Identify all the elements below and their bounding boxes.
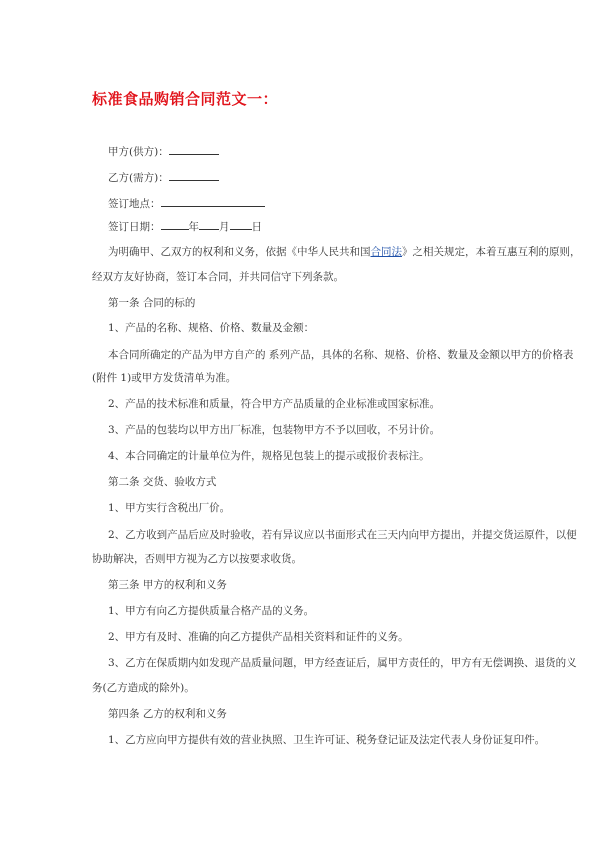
article-3-item-3-line-2: 务(乙方造成的除外)。 bbox=[92, 682, 195, 694]
article-4-item-1: 1、乙方应向甲方提供有效的营业执照、卫生许可证、税务登记证及法定代表人身份证复印件。 bbox=[108, 734, 546, 746]
article-1-text-2: (附件 1)或甲方发货清单为准。 bbox=[92, 372, 237, 384]
contract-law-link[interactable]: 合同法 bbox=[370, 246, 402, 258]
intro-line-1 bbox=[108, 246, 581, 259]
article-1-text-1: 本合同所确定的产品为甲方自产的 系列产品，具体的名称、规格、价格、数量及金额以甲方的价格表 bbox=[108, 349, 574, 361]
article-1-item-3: 3、产品的包装均以甲方出厂标准，包装物甲方不予以回收，不另计价。 bbox=[108, 424, 441, 436]
article-2-item-2-line-1: 2、乙方收到产品后应及时验收，若有异议应以书面形式在三天内向甲方提出，并提交货运原件，以便 bbox=[108, 529, 577, 541]
party-b-line bbox=[108, 171, 219, 185]
article-1-item-4: 4、本合同确定的计量单位为件，规格见包装上的提示或报价表标注。 bbox=[108, 450, 430, 462]
intro-line-2: 经双方友好协商，签订本合同，并共同信守下列条款。 bbox=[92, 271, 344, 283]
year-label: 年 bbox=[188, 221, 199, 233]
article-3-item-1: 1、甲方有向乙方提供质量合格产品的义务。 bbox=[108, 605, 315, 617]
party-b-label: 乙方(需方)： bbox=[108, 172, 169, 184]
day-blank[interactable] bbox=[230, 220, 252, 230]
party-b-blank[interactable] bbox=[169, 171, 219, 181]
month-label: 月 bbox=[219, 221, 230, 233]
sign-place-blank[interactable] bbox=[161, 197, 265, 207]
article-2-item-2-line-2: 协助解决，否则甲方视为乙方以按要求收货。 bbox=[92, 553, 302, 565]
article-3-item-2: 2、甲方有及时、准确的向乙方提供产品相关资料和证件的义务。 bbox=[108, 631, 409, 643]
party-a-line bbox=[108, 145, 219, 159]
sign-place-line bbox=[108, 197, 265, 211]
article-1-item-2: 2、产品的技术标准和质量，符合甲方产品质量的企业标准或国家标准。 bbox=[108, 398, 441, 410]
month-blank[interactable] bbox=[199, 220, 219, 230]
article-3-title: 第三条 甲方的权利和义务 bbox=[108, 579, 227, 591]
sign-date-label: 签订日期： bbox=[108, 221, 161, 233]
article-2-title: 第二条 交货、验收方式 bbox=[108, 476, 217, 488]
day-label: 日 bbox=[251, 221, 262, 233]
article-2-item-1: 1、甲方实行含税出厂价。 bbox=[108, 502, 231, 514]
intro-text-a: 为明确甲、乙双方的权利和义务，依据《中华人民共和国 bbox=[108, 246, 371, 258]
document-title: 标准食品购销合同范文一： bbox=[92, 90, 279, 108]
article-1-title: 第一条 合同的标的 bbox=[108, 297, 196, 309]
article-4-title: 第四条 乙方的权利和义务 bbox=[108, 708, 227, 720]
article-1-item-1: 1、产品的名称、规格、价格、数量及金额： bbox=[108, 322, 315, 334]
sign-place-label: 签订地点： bbox=[108, 198, 161, 210]
intro-text-b: 》之相关规定，本着互惠互利的原则， bbox=[402, 246, 581, 258]
year-blank[interactable] bbox=[161, 220, 189, 230]
article-3-item-3-line-1: 3、乙方在保质期内如发现产品质量问题，甲方经查证后，属甲方责任的，甲方有无偿调换、退货的义 bbox=[108, 657, 577, 669]
party-a-blank[interactable] bbox=[169, 145, 219, 155]
party-a-label: 甲方(供方)： bbox=[108, 146, 169, 158]
sign-date-line bbox=[108, 220, 262, 234]
